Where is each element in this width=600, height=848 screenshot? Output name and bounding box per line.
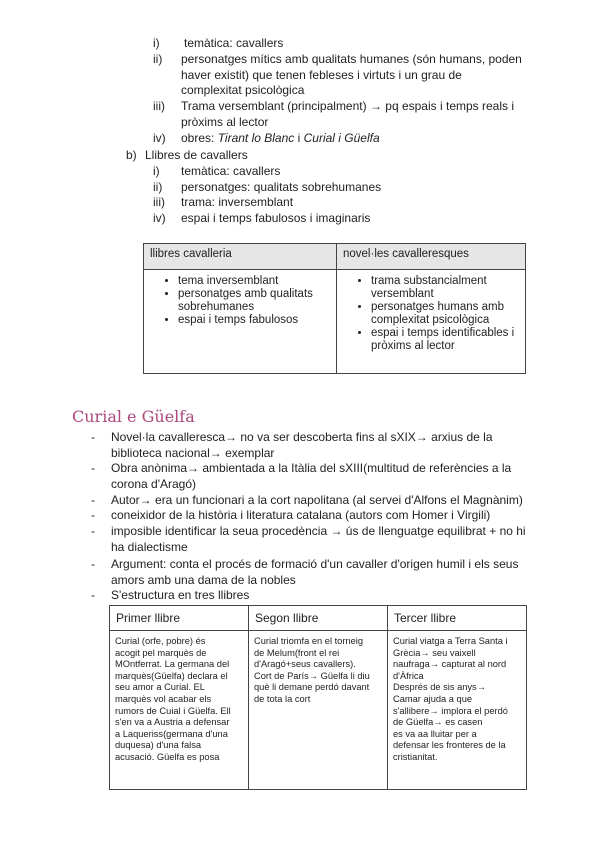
list-a-item-2 <box>153 52 543 99</box>
cell-line: Curial (orfe, pobre) és <box>115 636 206 646</box>
cell-line: s'en va a Austria a defensar <box>115 717 230 728</box>
cell-line: cristianitat. <box>393 751 438 762</box>
list-item-text: trama: inversemblant <box>181 195 294 209</box>
table-cell <box>337 270 526 374</box>
table-header: Primer llibre <box>110 606 249 631</box>
list-item-text: temàtica: cavallers <box>181 164 281 178</box>
cell-line: què li demane perdó davant <box>254 682 370 693</box>
section-label: b) <box>126 148 137 162</box>
work-title: Curial i Güelfa <box>303 131 380 145</box>
table-cell <box>144 270 337 374</box>
list-a-item-3 <box>153 99 543 131</box>
list-item: • trama substancialment versemblant <box>371 275 519 301</box>
bullet-text: coneixidor de la història i literatura catalana (autors com Homer i Virgili) <box>111 508 491 522</box>
cell-line: acogit pel marquès de <box>115 647 207 658</box>
dash-marker: - <box>91 493 95 507</box>
table-header: Segon llibre <box>249 606 388 631</box>
cell-line: de Güelfa→ es casen <box>393 717 483 728</box>
bullet-text: S'estructura en tres llibres <box>111 588 250 602</box>
list-item-text: pròxims al lector <box>181 114 269 129</box>
cell-line: MOntferrat. La germana del <box>115 659 230 670</box>
cell-line: Cort de París→ Güelfa li diu <box>254 670 370 681</box>
bullet-list <box>154 275 330 327</box>
table-cell <box>249 631 388 790</box>
cell-line: Camar ajuda a que <box>393 693 473 704</box>
cell-line: acusació. Güelfa es posa <box>115 751 220 762</box>
list-marker: iii) <box>153 195 165 209</box>
bullet-text: imposible identificar la seua procedència → ús de llenguatge equilibrat + no hi <box>111 524 526 538</box>
cell-line: s'allibere→ implora el perdó <box>393 705 508 716</box>
cell-line: es va aa lluitar per a <box>393 728 477 739</box>
cell-line: Grècia→ seu vaixell <box>393 647 476 658</box>
table-header: Tercer llibre <box>388 606 527 631</box>
books-table <box>109 605 527 790</box>
list-item-text: espai i temps fabulosos i imaginaris <box>181 211 371 225</box>
cell-line: Curial viatga a Terra Santa i <box>393 636 508 646</box>
bullet-list <box>347 275 519 353</box>
bullet-text: corona d'Aragó) <box>111 476 197 491</box>
dash-marker: - <box>91 588 95 602</box>
list-item-text: Trama versemblant (principalment) → pq espais i temps reals i <box>181 99 515 113</box>
bullet-text: Obra anònima→ ambientada a la Itàlia del sXIII(multitud de referències a la <box>111 461 512 475</box>
list-item-text <box>181 131 380 147</box>
cell-line: duquesa) d'una falsa <box>115 740 202 751</box>
cell-line: seu amor a Curial. EL <box>115 682 205 693</box>
list-item-text: personatges: qualitats sobrehumanes <box>181 180 382 194</box>
list-marker: iv) <box>153 131 166 145</box>
list-marker: iv) <box>153 211 166 225</box>
cell-line: de Melum(front el rei <box>254 647 340 658</box>
list-item: • espai i temps fabulosos <box>178 314 330 327</box>
list-item-text: haver existit) que tenen febleses i virtuts i un grau de <box>181 67 462 82</box>
bullet-text: Novel·la cavalleresca→ no va ser descoberta fins al sXIX→ arxius de la <box>111 430 493 444</box>
table-cell <box>110 631 249 790</box>
list-item: • personatges amb qualitats sobrehumanes <box>178 288 330 314</box>
cell-line: Curial triomfa en el torneig <box>254 636 364 646</box>
cell-line: d'Àfrica <box>393 670 424 681</box>
list-marker: iii) <box>153 99 165 113</box>
dash-marker: - <box>91 557 95 571</box>
list-marker: i) <box>153 164 160 178</box>
list-marker: i) <box>153 36 160 50</box>
cell-line: naufraga→ capturat al nord <box>393 659 507 670</box>
cell-line: d'Aragó+seus cavallers). <box>254 659 356 670</box>
list-marker: ii) <box>153 52 163 66</box>
list-item-text: complexitat psicològica <box>181 83 305 97</box>
bullet-text: Argument: conta el procés de formació d'un cavaller d'origen humil i els seus <box>111 557 519 571</box>
list-item-text: personatges mítics amb qualitats humanes (són humans, poden <box>181 52 522 66</box>
cell-line: marquès(Güelfa) declara el <box>115 670 228 681</box>
list-item: • personatges humans amb complexitat psicològica <box>371 301 519 327</box>
list-marker: ii) <box>153 180 163 194</box>
cell-line: de tota la cort <box>254 693 311 704</box>
table-cell <box>388 631 527 790</box>
list-item-text: temàtica: cavallers <box>184 36 284 50</box>
work-title: Tirant lo Blanc <box>217 131 295 145</box>
works-prefix: obres: <box>181 131 218 145</box>
list-item: • tema inversemblant <box>178 275 330 288</box>
cell-line: a Laqueriss(germana d'una <box>115 728 228 739</box>
comparison-table <box>143 243 526 374</box>
bullet-text: Autor→ era un funcionari a la cort napolitana (al servei d'Alfons el Magnànim) <box>111 493 523 507</box>
bullet-text: ha dialectisme <box>111 539 188 554</box>
cell-line: defensar les fronteres de la <box>393 740 506 751</box>
bullet-text: biblioteca nacional→ exemplar <box>111 445 275 460</box>
cell-line: marquès vol acabar els <box>115 693 212 704</box>
section-b-heading <box>126 148 248 164</box>
dash-marker: - <box>91 508 95 522</box>
bullet-text: amors amb una dama de la nobles <box>111 572 296 587</box>
table-header: llibres cavalleria <box>144 244 337 270</box>
dash-marker: - <box>91 461 95 475</box>
cell-line: Després de sis anys→ <box>393 682 487 693</box>
table-header: novel·les cavalleresques <box>337 244 526 270</box>
dash-marker: - <box>91 524 95 538</box>
dash-marker: - <box>91 430 95 444</box>
works-conjunction: i <box>294 131 304 145</box>
section-title: Llibres de cavallers <box>145 148 248 162</box>
section-heading: Curial e Güelfa <box>72 407 195 426</box>
cell-line: rumors de Cuial i Güelfa. Ell <box>115 705 231 716</box>
list-item: • espai i temps identificables i pròxims al lector <box>371 327 519 353</box>
